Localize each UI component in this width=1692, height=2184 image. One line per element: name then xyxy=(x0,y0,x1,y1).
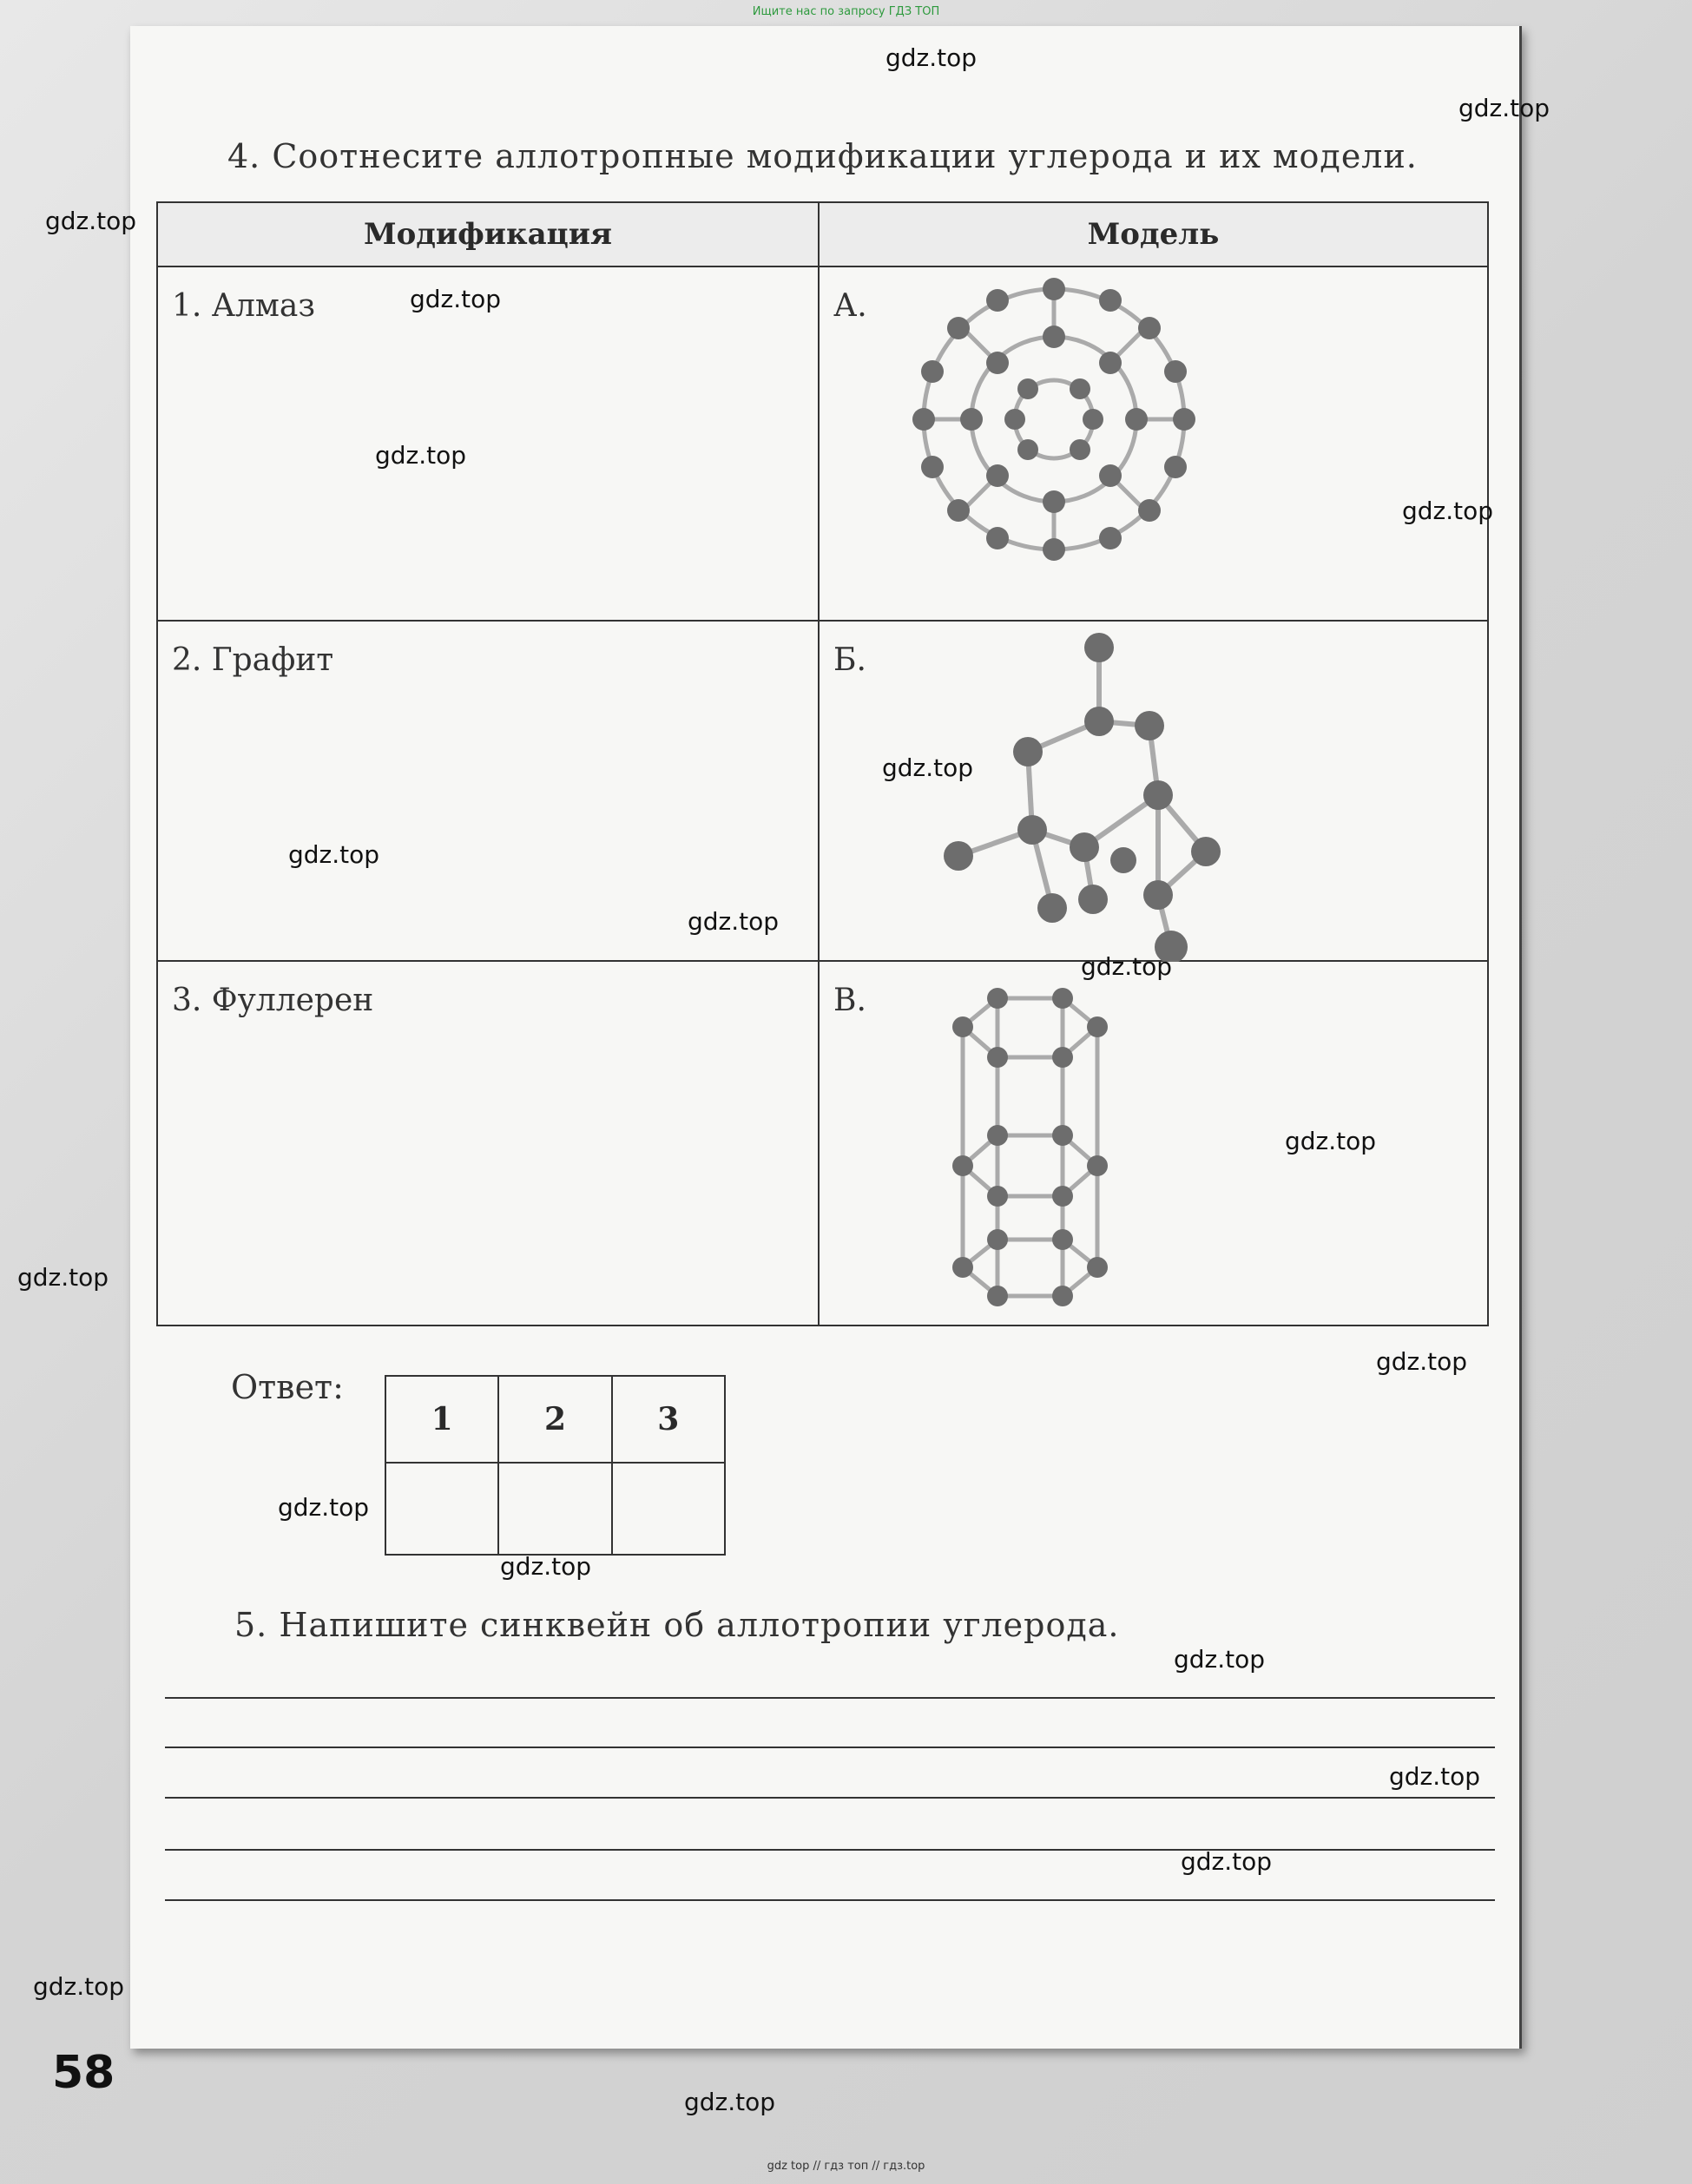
header-modification: Модификация xyxy=(157,202,819,266)
watermark: gdz.top xyxy=(1174,1645,1266,1674)
watermark: gdz.top xyxy=(17,1263,109,1292)
watermark: gdz.top xyxy=(278,1493,370,1522)
watermark: gdz.top xyxy=(500,1552,592,1581)
diamond-lattice-icon xyxy=(820,622,1489,962)
header-model: Модель xyxy=(819,202,1488,266)
answer-table xyxy=(385,1375,726,1556)
row3-model-cell xyxy=(819,961,1488,1326)
row1-model-label: А. xyxy=(833,288,867,324)
writing-line[interactable] xyxy=(165,1797,1495,1799)
row2-model-cell xyxy=(819,621,1488,961)
watermark: gdz.top xyxy=(1285,1127,1377,1155)
task5-title: 5. Напишите синквейн об аллотропии углерода. xyxy=(234,1606,1120,1644)
answer-col-1: 1 xyxy=(385,1376,498,1463)
row1-modification: 1. Алмаз xyxy=(172,288,316,324)
answer-col-3: 3 xyxy=(612,1376,725,1463)
answer-cell-3[interactable] xyxy=(612,1463,725,1555)
writing-line[interactable] xyxy=(165,1899,1495,1901)
watermark: gdz.top xyxy=(288,840,380,869)
watermark: gdz.top xyxy=(1081,952,1173,981)
watermark: gdz.top xyxy=(1389,1762,1481,1791)
writing-line[interactable] xyxy=(165,1849,1495,1851)
row3-modification: 3. Фуллерен xyxy=(172,983,374,1018)
watermark: gdz.top xyxy=(1376,1347,1468,1376)
row3-modification-cell xyxy=(157,961,819,1326)
watermark: gdz.top xyxy=(1402,497,1494,525)
watermark: gdz.top xyxy=(375,441,467,470)
writing-line[interactable] xyxy=(165,1697,1495,1699)
watermark: gdz.top xyxy=(1458,94,1550,122)
watermark: gdz.top xyxy=(1181,1847,1273,1876)
answer-col-2: 2 xyxy=(498,1376,611,1463)
top-note: Ищите нас по запросу ГДЗ ТОП xyxy=(752,5,940,18)
task4-title: 4. Соотнесите аллотропные модификации углерода и их модели. xyxy=(227,137,1418,175)
watermark: gdz.top xyxy=(886,43,978,72)
watermark: gdz.top xyxy=(684,2088,776,2116)
watermark: gdz.top xyxy=(410,285,502,313)
allotropes-table xyxy=(156,201,1489,1326)
fullerene-molecule-icon xyxy=(820,267,1489,622)
watermark: gdz.top xyxy=(688,907,780,936)
watermark: gdz.top xyxy=(45,207,137,235)
graphite-lattice-icon xyxy=(820,962,1489,1326)
writing-line[interactable] xyxy=(165,1747,1495,1748)
row1-modification-cell xyxy=(157,266,819,621)
row2-model-label: Б. xyxy=(833,642,866,678)
row2-modification: 2. Графит xyxy=(172,642,334,678)
bottom-note: gdz top // гдз топ // гдз.top xyxy=(767,2160,925,2173)
answer-cell-1[interactable] xyxy=(385,1463,498,1555)
watermark: gdz.top xyxy=(882,753,974,782)
row1-model-cell xyxy=(819,266,1488,621)
watermark: gdz.top xyxy=(33,1972,125,2001)
answer-cell-2[interactable] xyxy=(498,1463,611,1555)
page-number: 58 xyxy=(52,2047,115,2099)
answer-label: Ответ: xyxy=(231,1368,344,1406)
row3-model-label: В. xyxy=(833,983,866,1018)
